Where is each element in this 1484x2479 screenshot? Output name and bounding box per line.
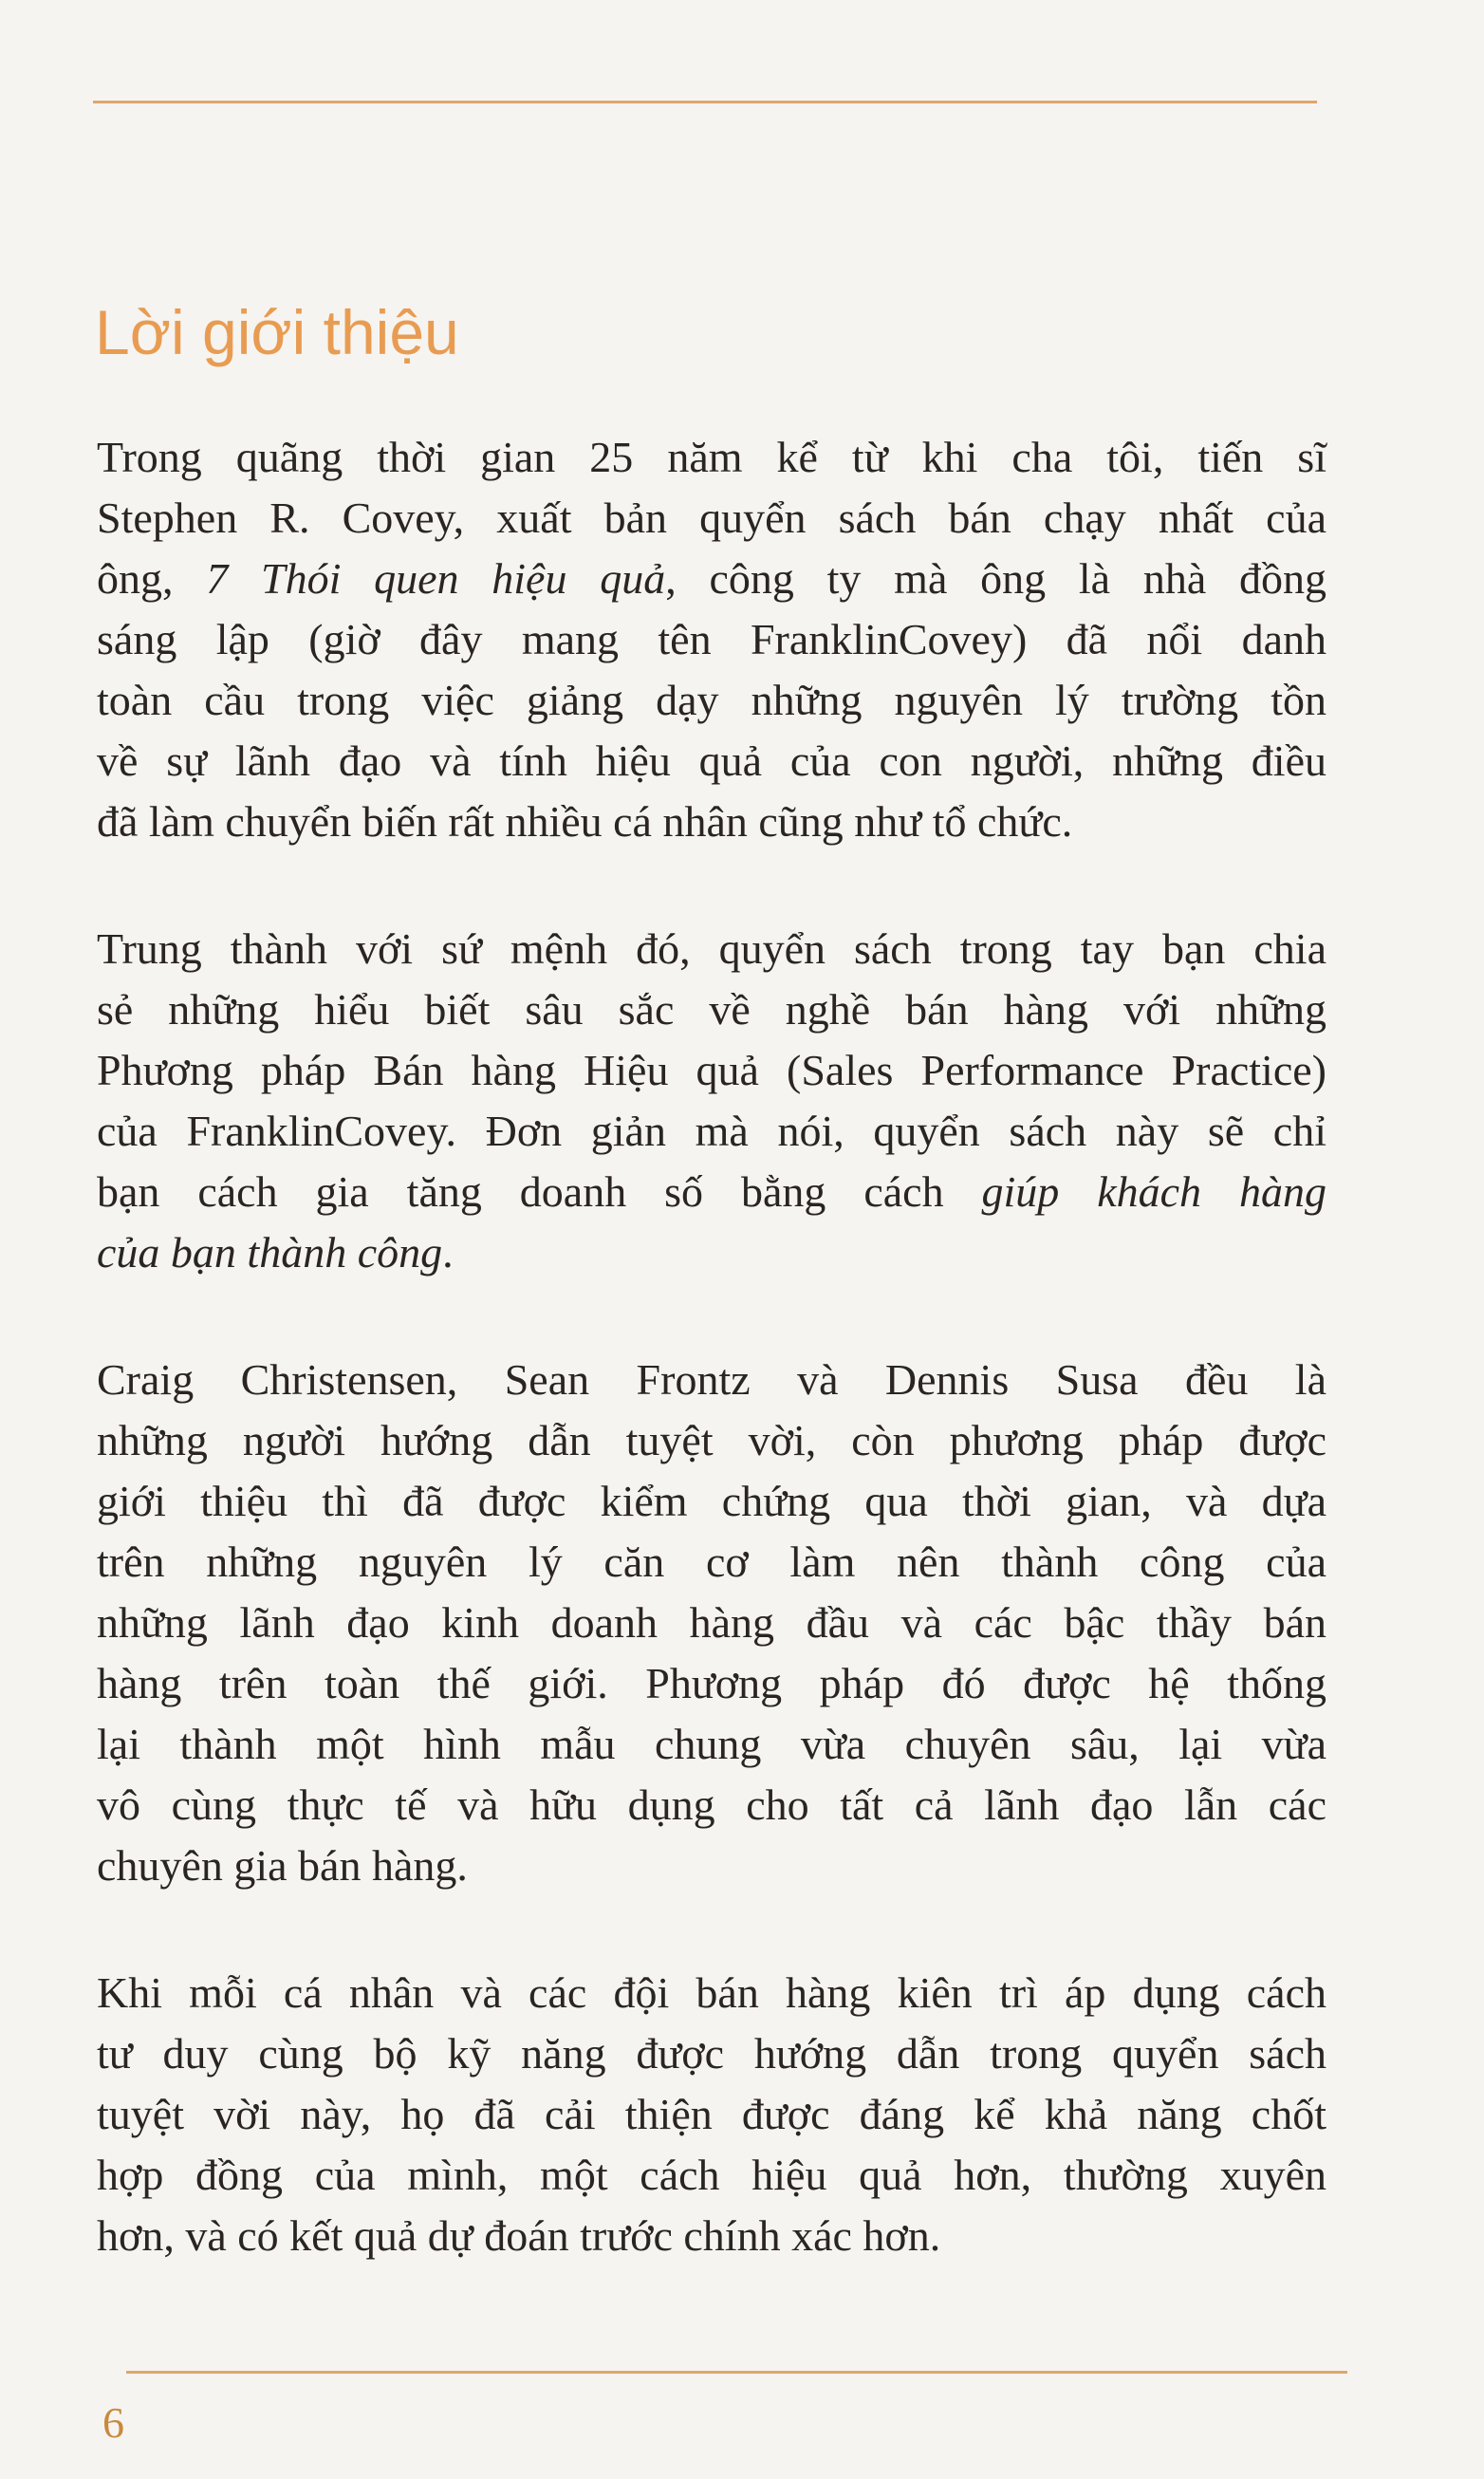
text-line [97, 731, 1326, 792]
italic-text: giúp khách hàng [981, 1167, 1326, 1216]
text-line [97, 919, 1326, 979]
text-segment: , công ty mà ông là nhà đồng [665, 554, 1326, 603]
text-segment: lại thành một hình mẫu chung vừa chuyên sâu, lại vừa [97, 1720, 1326, 1768]
text-segment: . [442, 1228, 454, 1277]
text-segment: trên những nguyên lý căn cơ làm nên thành công của [97, 1538, 1326, 1586]
text-segment: Craig Christensen, Sean Frontz và Dennis Susa đều là [97, 1355, 1326, 1404]
text-line [97, 979, 1326, 1040]
text-segment: về sự lãnh đạo và tính hiệu quả của con người, những điều [97, 736, 1326, 785]
text-line [97, 1714, 1326, 1775]
paragraph [97, 427, 1326, 852]
text-segment: những lãnh đạo kinh doanh hàng đầu và các bậc thầy bán [97, 1598, 1326, 1647]
text-segment: tuyệt vời này, họ đã cải thiện được đáng kể khả năng chốt [97, 2090, 1326, 2138]
text-line [97, 1222, 1326, 1283]
text-line [97, 792, 1326, 852]
text-segment: chuyên gia bán hàng. [97, 1841, 468, 1890]
text-segment: Stephen R. Covey, xuất bản quyển sách bán chạy nhất của [97, 494, 1326, 542]
text-line [97, 1350, 1326, 1410]
text-line [97, 1410, 1326, 1471]
text-segment: bạn cách gia tăng doanh số bằng cách [97, 1167, 982, 1216]
italic-text: của bạn thành công [97, 1228, 443, 1277]
text-segment: giới thiệu thì đã được kiểm chứng qua thời gian, và dựa [97, 1477, 1326, 1525]
text-line [97, 609, 1326, 670]
text-line [97, 1593, 1326, 1653]
text-line [97, 2206, 1326, 2266]
text-segment: vô cùng thực tế và hữu dụng cho tất cả lãnh đạo lẫn các [97, 1780, 1326, 1829]
bottom-divider [126, 2371, 1347, 2374]
text-segment: Trung thành với sứ mệnh đó, quyển sách trong tay bạn chia [97, 924, 1326, 973]
text-line [97, 2023, 1326, 2084]
paragraph [97, 1350, 1326, 1896]
text-line [97, 1101, 1326, 1162]
text-line [97, 1532, 1326, 1593]
text-segment: Trong quãng thời gian 25 năm kể từ khi cha tôi, tiến sĩ [97, 433, 1326, 481]
text-line [97, 1162, 1326, 1222]
text-segment: Phương pháp Bán hàng Hiệu quả (Sales Performance Practice) [97, 1046, 1326, 1094]
text-line [97, 2145, 1326, 2206]
text-line [97, 1963, 1326, 2023]
text-segment: sáng lập (giờ đây mang tên FranklinCovey) đã nổi danh [97, 615, 1326, 663]
text-segment: tư duy cùng bộ kỹ năng được hướng dẫn trong quyển sách [97, 2029, 1326, 2078]
page-title: Lời giới thiệu [95, 297, 459, 367]
text-segment: những người hướng dẫn tuyệt vời, còn phương pháp được [97, 1416, 1326, 1464]
text-line [97, 1653, 1326, 1714]
text-segment: đã làm chuyển biến rất nhiều cá nhân cũng như tổ chức. [97, 797, 1073, 846]
top-divider [93, 101, 1317, 103]
paragraph [97, 919, 1326, 1283]
text-line [97, 488, 1326, 549]
body-text [97, 427, 1326, 2333]
text-line [97, 427, 1326, 488]
text-line [97, 1471, 1326, 1532]
text-line [97, 670, 1326, 731]
text-segment: Khi mỗi cá nhân và các đội bán hàng kiên trì áp dụng cách [97, 1968, 1326, 2017]
page-number: 6 [102, 2398, 124, 2447]
text-segment: sẻ những hiểu biết sâu sắc về nghề bán hàng với những [97, 985, 1326, 1034]
text-segment: ông, [97, 554, 207, 603]
paragraph [97, 1963, 1326, 2266]
text-line [97, 2084, 1326, 2145]
text-line [97, 1040, 1326, 1101]
text-line [97, 1775, 1326, 1836]
italic-text: 7 Thói quen hiệu quả [206, 554, 666, 603]
text-line [97, 549, 1326, 609]
text-segment: hợp đồng của mình, một cách hiệu quả hơn, thường xuyên [97, 2151, 1326, 2199]
text-segment: của FranklinCovey. Đơn giản mà nói, quyển sách này sẽ chỉ [97, 1107, 1326, 1155]
text-segment: hàng trên toàn thế giới. Phương pháp đó được hệ thống [97, 1659, 1326, 1707]
text-segment: toàn cầu trong việc giảng dạy những nguyên lý trường tồn [97, 676, 1326, 724]
text-line [97, 1836, 1326, 1896]
text-segment: hơn, và có kết quả dự đoán trước chính xác hơn. [97, 2211, 941, 2260]
